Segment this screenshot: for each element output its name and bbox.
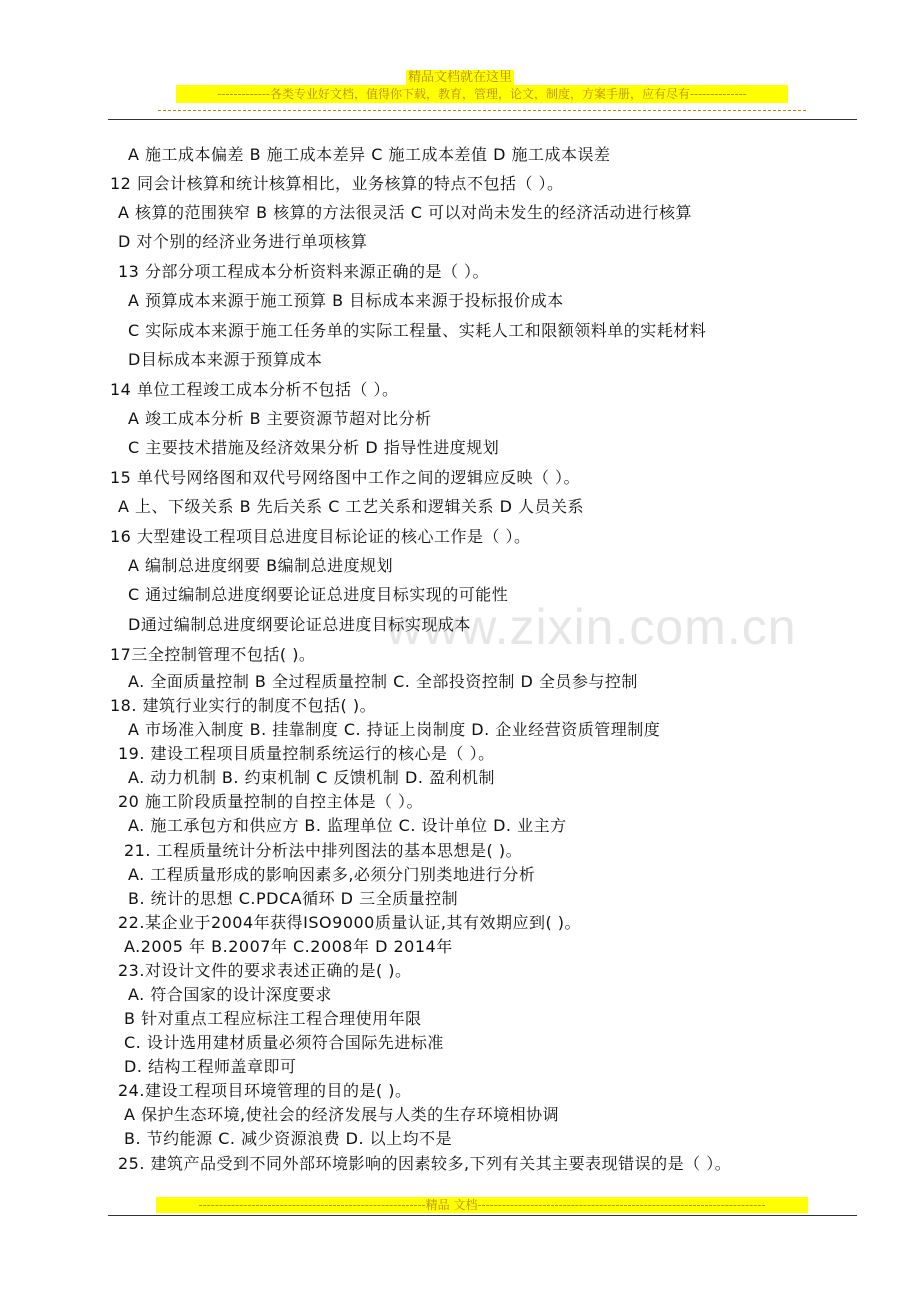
question-line: C 主要技术措施及经济效果分析 D 指导性进度规划 <box>128 438 500 457</box>
question-line: A 施工成本偏差 B 施工成本差异 C 施工成本差值 D 施工成本误差 <box>128 145 611 164</box>
question-line: 15 单代号网络图和双代号网络图中工作之间的逻辑应反映（ ）。 <box>110 468 581 487</box>
question-line: A 编制总进度纲要 B编制总进度规划 <box>128 556 394 575</box>
question-line: D通过编制总进度纲要论证总进度目标实现成本 <box>128 615 471 634</box>
question-line: A 预算成本来源于施工预算 B 目标成本来源于投标报价成本 <box>128 291 564 310</box>
question-line: D. 结构工程师盖章即可 <box>124 1057 297 1076</box>
header-dashed-divider <box>158 110 806 111</box>
question-line: A 核算的范围狭窄 B 核算的方法很灵活 C 可以对尚未发生的经济活动进行核算 <box>118 203 693 222</box>
question-line: 19. 建设工程项目质量控制系统运行的核心是（ ）。 <box>118 744 495 763</box>
question-line: C. 设计选用建材质量必须符合国际先进标准 <box>124 1033 444 1052</box>
question-line: 21. 工程质量统计分析法中排列图法的基本思想是( )。 <box>124 841 523 860</box>
question-line: C 通过编制总进度纲要论证总进度目标实现的可能性 <box>128 585 509 604</box>
question-line: 20 施工阶段质量控制的自控主体是（ ）。 <box>118 792 424 811</box>
question-line: A.2005 年 B.2007年 C.2008年 D 2014年 <box>124 937 453 956</box>
header-divider <box>108 119 857 120</box>
question-line: A 市场准入制度 B. 挂靠制度 C. 持证上岗制度 D. 企业经营资质管理制度 <box>128 720 661 739</box>
question-line: A. 符合国家的设计深度要求 <box>128 985 332 1004</box>
question-line: 22.某企业于2004年获得ISO9000质量认证,其有效期应到( )。 <box>118 913 582 932</box>
question-line: 14 单位工程竣工成本分析不包括（ ）。 <box>110 380 399 399</box>
question-line: A 上、下级关系 B 先后关系 C 工艺关系和逻辑关系 D 人员关系 <box>118 497 585 516</box>
header-title <box>0 66 920 85</box>
question-line: B 针对重点工程应标注工程合理使用年限 <box>124 1009 422 1028</box>
question-line: A 竣工成本分析 B 主要资源节超对比分析 <box>128 409 432 428</box>
question-line: B. 节约能源 C. 减少资源浪费 D. 以上均不是 <box>124 1129 453 1148</box>
watermark: www.zixin.com.cn <box>386 599 797 655</box>
header-title-text: 精品文档就在这里 <box>407 70 512 85</box>
question-line: A. 动力机制 B. 约束机制 C 反馈机制 D. 盈利机制 <box>128 768 495 787</box>
question-line: 23.对设计文件的要求表述正确的是( )。 <box>118 961 412 980</box>
question-line: 24.建设工程项目环境管理的目的是( )。 <box>118 1081 412 1100</box>
header-banner: -------------各类专业好文档，值得你下载，教育，管理，论文，制度，方案手册，应有尽有-------------- <box>176 85 788 103</box>
question-line: D目标成本来源于预算成本 <box>128 350 323 369</box>
question-line: C 实际成本来源于施工任务单的实际工程量、实耗人工和限额领料单的实耗材料 <box>128 321 707 340</box>
question-line: D 对个别的经济业务进行单项核算 <box>118 232 368 251</box>
question-line: A. 施工承包方和供应方 B. 监理单位 C. 设计单位 D. 业主方 <box>128 816 567 835</box>
question-line: B. 统计的思想 C.PDCA循环 D 三全质量控制 <box>128 889 459 908</box>
footer-divider <box>108 1215 857 1216</box>
question-line: 16 大型建设工程项目总进度目标论证的核心工作是（ ）。 <box>110 527 531 546</box>
footer-banner: --------------------------------------------------------精品 文档----------------------------------------------------------------------- <box>156 1197 808 1213</box>
question-line: A. 工程质量形成的影响因素多,必须分门别类地进行分析 <box>128 865 536 884</box>
question-line: 25. 建筑产品受到不同外部环境影响的因素较多,下列有关其主要表现错误的是（ ）。 <box>118 1154 732 1173</box>
question-line: 12 同会计核算和统计核算相比，业务核算的特点不包括（ ）。 <box>110 174 564 193</box>
question-line: 13 分部分项工程成本分析资料来源正确的是（ ）。 <box>118 262 490 281</box>
question-line: 18. 建筑行业实行的制度不包括( )。 <box>110 696 377 715</box>
question-line: A. 全面质量控制 B 全过程质量控制 C. 全部投资控制 D 全员参与控制 <box>128 672 638 691</box>
question-line: 17三全控制管理不包括( )。 <box>110 645 316 664</box>
question-line: A 保护生态环境,使社会的经济发展与人类的生存环境相协调 <box>124 1105 560 1124</box>
